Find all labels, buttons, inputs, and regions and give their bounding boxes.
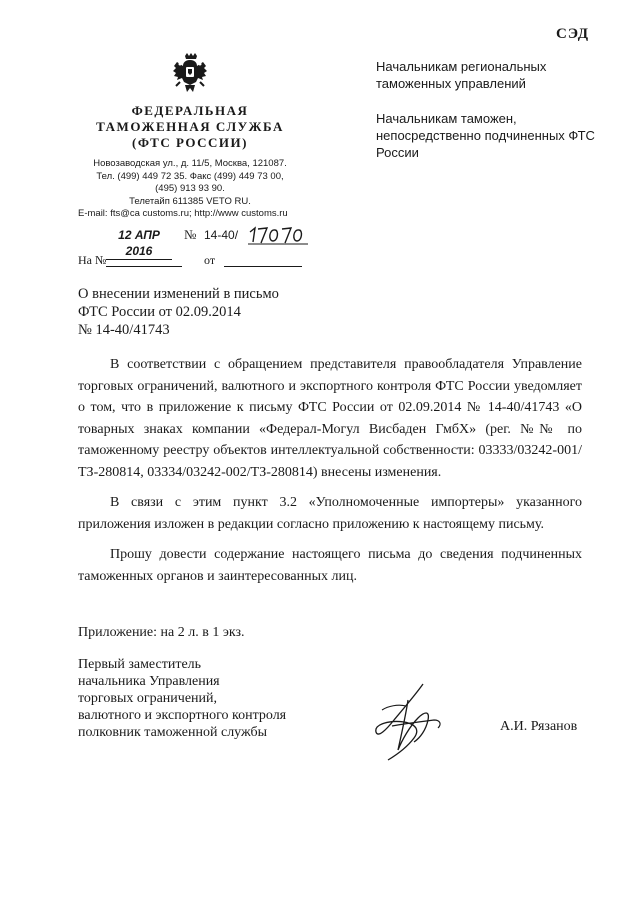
reference-number-label: На №	[78, 253, 107, 267]
registration-date: 12 АПР 2016	[106, 227, 172, 260]
org-name-line: ТАМОЖЕННАЯ СЛУЖБА	[96, 119, 284, 134]
signer-title	[78, 656, 318, 741]
org-name-line: ФЕДЕРАЛЬНАЯ	[131, 103, 249, 118]
letter-body	[78, 354, 582, 587]
subject-line: ФТС России от 02.09.2014	[78, 304, 241, 320]
registration-row	[78, 227, 308, 258]
signer-title-line: Первый заместитель	[78, 657, 202, 672]
signer-title-line: полковник таможенной службы	[78, 725, 268, 740]
organization-name	[90, 103, 290, 151]
body-paragraph: В связи с этим пункт 3.2 «Уполномоченные импортеры» указанного приложения изложен в редакции согласно приложению к настоящему письму.	[78, 495, 582, 532]
body-paragraph: В соответствии с обращением представителя правообладателя Управление торговых ограничений, валютного и экспортного контроля ФТС России уведомляет о том, что в приложение к письму ФТС России от 02.09.2014 № 14-40/41743 «О товарных знаках компании «Федерал-Могул Висбаден ГмбХ» (рег. №№ по таможенному реестру объектов интеллектуальной собственности: 03333/03242-001/ТЗ-280814, 03334/03242-002/ТЗ-280814) внесены изменения.	[78, 357, 582, 480]
signer-title-line: торговых ограничений,	[78, 691, 218, 706]
handwritten-registration-number	[248, 224, 308, 246]
address-line: Новозаводская ул., д. 11/5, Москва, 121087.	[93, 158, 287, 169]
subject-line: О внесении изменений в письмо	[78, 286, 279, 302]
email-line: E-mail: fts@ca customs.ru; http://www customs.ru	[78, 208, 288, 219]
attachment-note: Приложение: на 2 л. в 1 экз.	[78, 625, 245, 640]
addressee-customs: Начальникам таможен, непосредственно подчиненных ФТС России	[376, 111, 595, 160]
letter-subject	[78, 285, 328, 339]
reference-date-label: от	[204, 253, 216, 267]
signer-title-line: начальника Управления	[78, 674, 220, 689]
registration-number-label: №	[184, 227, 197, 242]
subject-line: № 14-40/41743	[78, 322, 170, 338]
org-name-line: (ФТС РОССИИ)	[132, 135, 248, 150]
phone-line: Тел. (499) 449 72 35. Факс (499) 449 73 00,	[96, 170, 284, 182]
addressee-regional: Начальникам региональных таможенных управлений	[376, 59, 547, 91]
organization-address	[78, 158, 302, 221]
registration-number-prefix: 14-40/	[204, 228, 239, 242]
handwritten-signature-icon	[368, 680, 448, 762]
signer-title-line: валютного и экспортного контроля	[78, 708, 287, 723]
body-paragraph: Прошу довести содержание настоящего письма до сведения подчиненных таможенных органов и заинтересованных лиц.	[78, 547, 582, 584]
sed-mark: СЭД	[556, 26, 590, 42]
russian-eagle-emblem-icon	[171, 52, 209, 96]
phone-line: (495) 913 93 90.	[155, 183, 225, 194]
teletype-line: Телетайп 611385 VETO RU.	[129, 195, 251, 207]
reference-date-blank	[224, 266, 302, 267]
reference-row	[78, 253, 308, 271]
reference-number-blank	[106, 266, 182, 267]
signer-name: А.И. Рязанов	[500, 719, 578, 734]
